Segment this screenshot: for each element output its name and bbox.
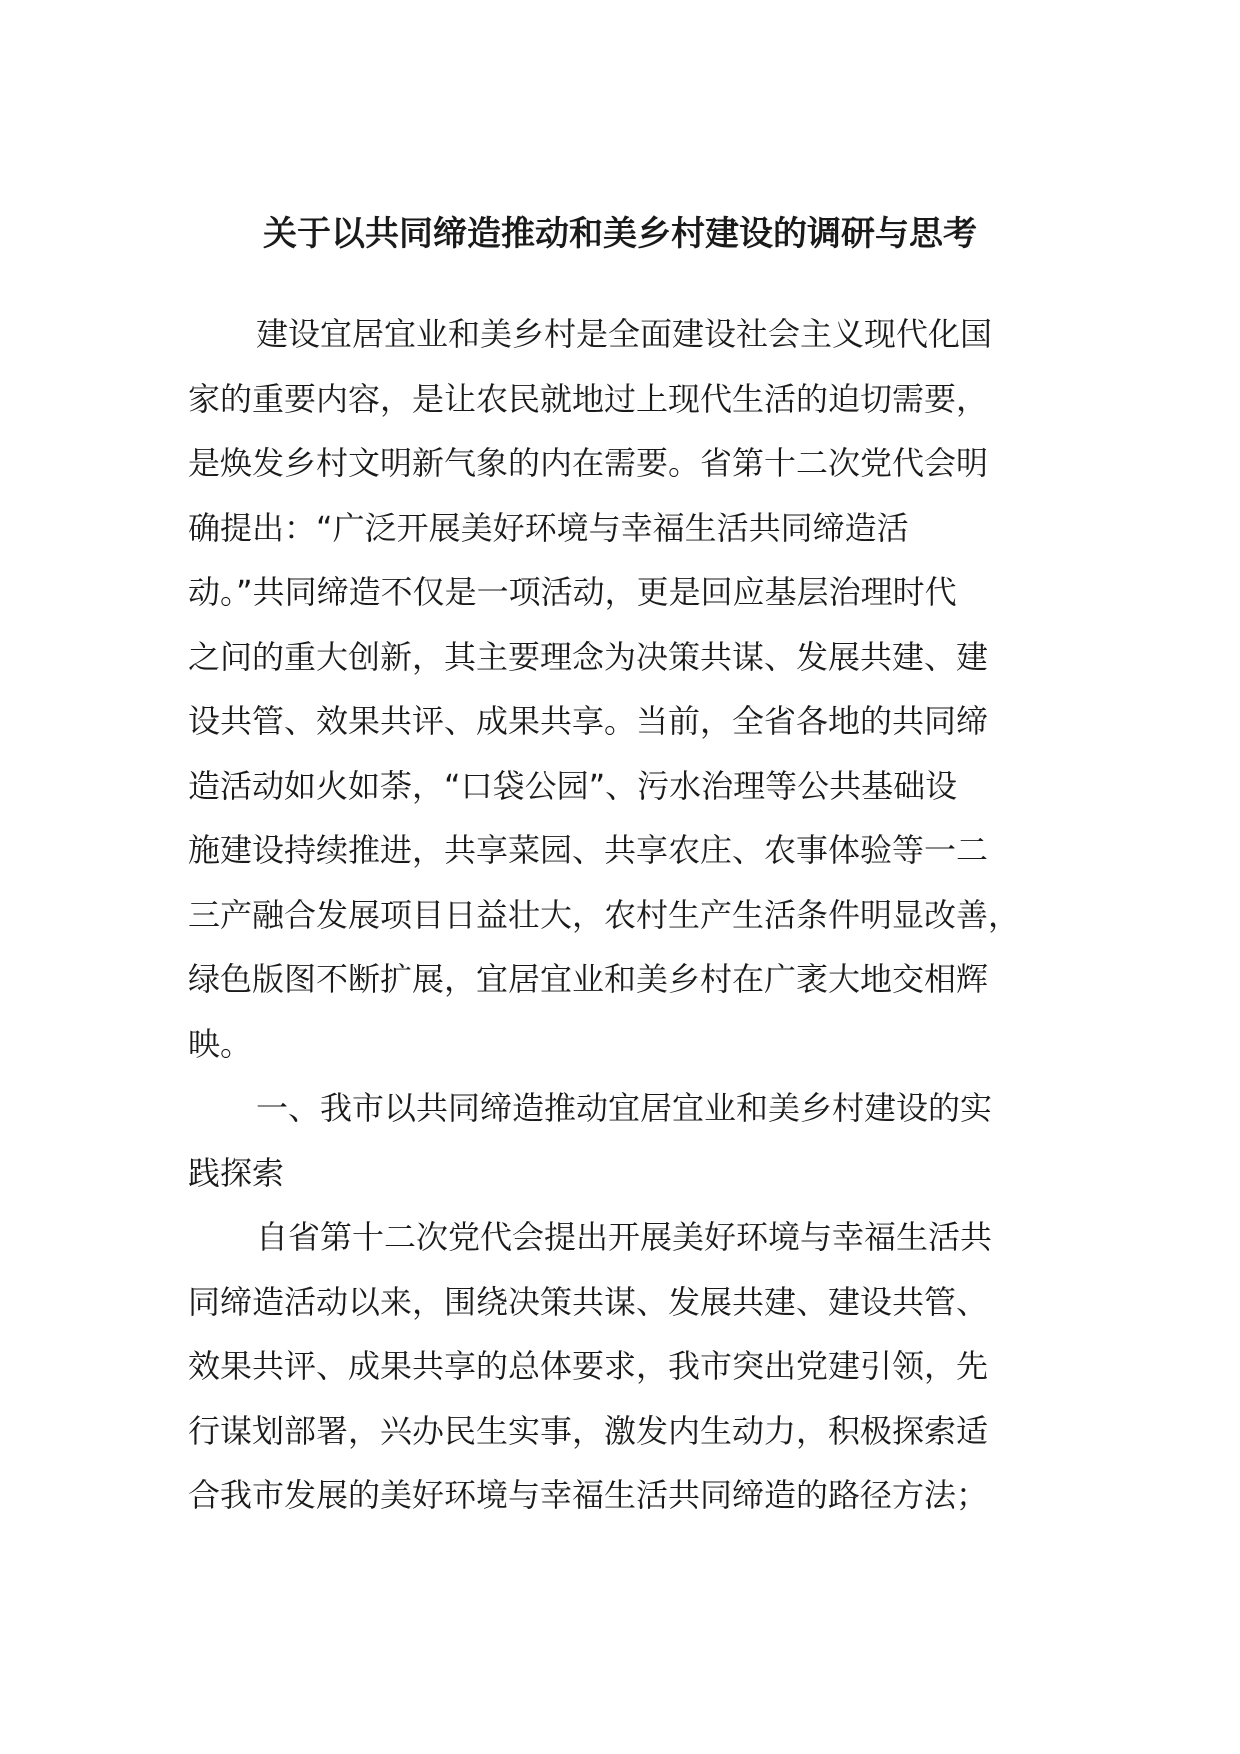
paragraph-line: 映。 (188, 1024, 253, 1063)
paragraph-line: 设共管、效果共评、成果共享。当前，全省各地的共同缔 (188, 702, 989, 740)
paragraph-line: 行谋划部署，兴办民生实事，激发内生动力，积极探索适 (188, 1411, 989, 1450)
paragraph-line: 效果共评、成果共享的总体要求，我市突出党建引领，先 (188, 1347, 989, 1385)
paragraph-line: 确提出：“广泛开展美好环境与幸福生活共同缔造活 (188, 508, 909, 547)
paragraph-line: 建设宜居宜业和美乡村是全面建设社会主义现代化国 (256, 315, 993, 353)
paragraph-line: 之问的重大创新，其主要理念为决策共谋、发展共建、建 (188, 637, 989, 676)
document-body (188, 302, 1068, 1528)
paragraph-line: 绿色版图不断扩展，宜居宜业和美乡村在广袤大地交相辉 (188, 960, 989, 998)
paragraph-line: 动。”共同缔造不仅是一项活动，更是回应基层治理时代 (188, 573, 957, 611)
paragraph-line: 家的重要内容，是让农民就地过上现代生活的迫切需要， (188, 379, 989, 418)
paragraph-line: 自省第十二次党代会提出开展美好环境与幸福生活共 (256, 1218, 993, 1256)
paragraph-line: 合我市发展的美好环境与幸福生活共同缔造的路径方法； (188, 1476, 989, 1514)
paragraph-line: 是焕发乡村文明新气象的内在需要。省第十二次党代会明 (188, 444, 989, 482)
paragraph-line: 三产融合发展项目日益壮大，农村生产生活条件明显改善， (188, 895, 1021, 934)
paragraph-line: 施建设持续推进，共享菜园、共享农庄、农事体验等一二 (188, 831, 989, 869)
section-heading-line: 践探索 (188, 1153, 285, 1192)
paragraph-line: 造活动如火如荼，“口袋公园”、污水治理等公共基础设 (188, 766, 958, 805)
paragraph-line: 同缔造活动以来，围绕决策共谋、发展共建、建设共管、 (188, 1282, 989, 1321)
document-title: 关于以共同缔造推动和美乡村建设的调研与思考 (263, 214, 977, 254)
section-heading-line: 一、我市以共同缔造推动宜居宜业和美乡村建设的实 (256, 1089, 993, 1127)
